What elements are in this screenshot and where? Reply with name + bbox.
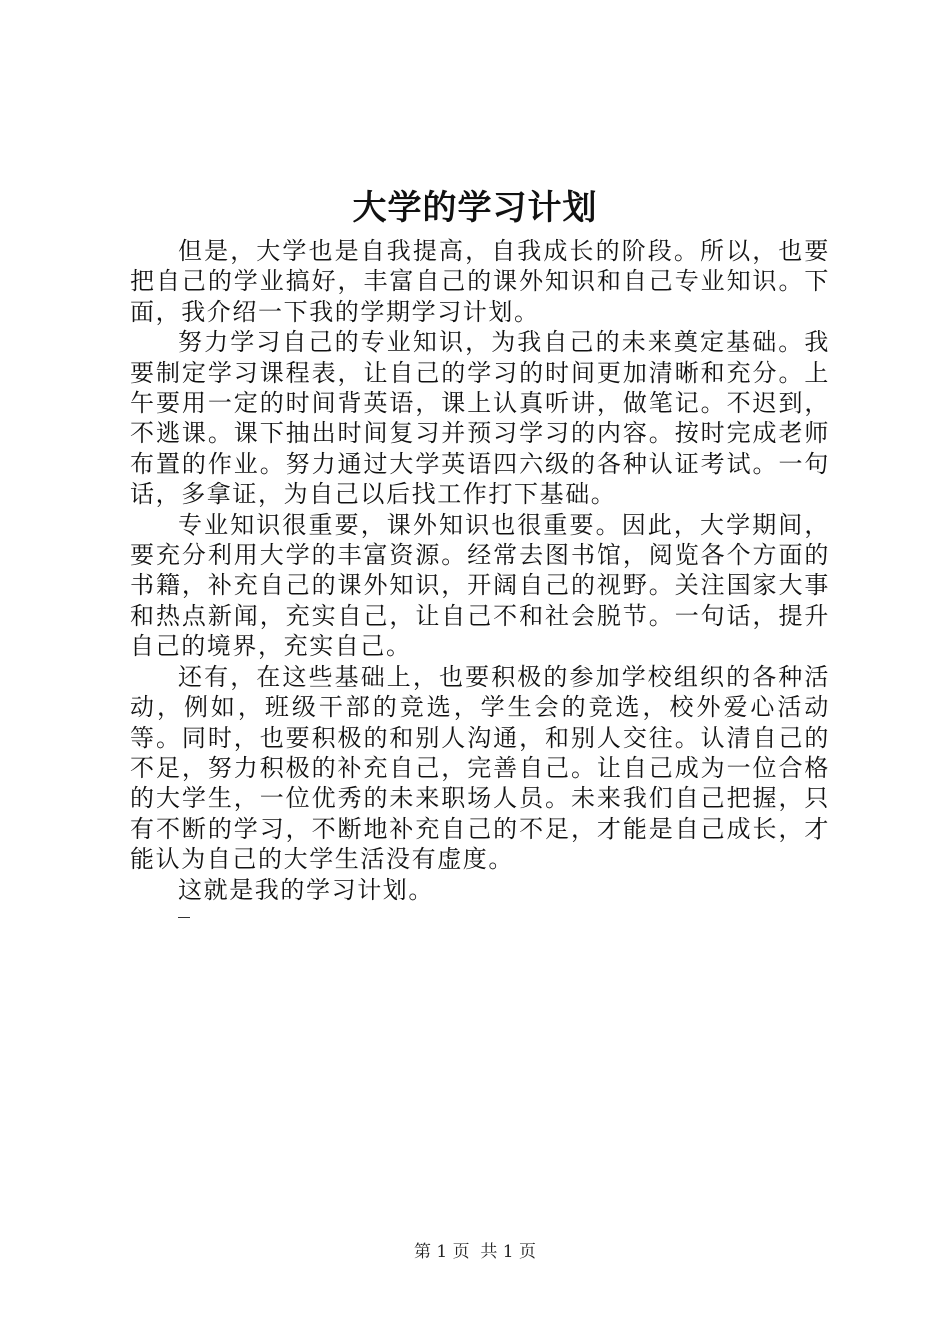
page-footer (0, 1240, 950, 1264)
document-body (130, 236, 830, 905)
paragraph-2: 努力学习自己的专业知识，为我自己的未来奠定基础。我要制定学习课程表，让自己的学习的时间更加清晰和充分。上午要用一定的时间背英语，课上认真听讲，做笔记。不迟到，不逃课。课下抽出时间复习并预习学习的内容。按时完成老师布置的作业。努力通过大学英语四六级的各种认证考试。一句话，多拿证，为自己以后找工作打下基础。 (130, 328, 830, 509)
text-cursor-mark (178, 917, 190, 918)
paragraph-5: 这就是我的学习计划。 (178, 875, 434, 904)
paragraph-3: 专业知识很重要，课外知识也很重要。因此，大学期间，要充分利用大学的丰富资源。经常去图书馆，阅览各个方面的书籍，补充自己的课外知识，开阔自己的视野。关注国家大事和热点新闻，充实自己，让自己不和社会脱节。一句话，提升自己的境界，充实自己。 (130, 510, 830, 661)
page-number-label: 第 1 页 共 1 页 (413, 1242, 537, 1262)
paragraph-1: 但是，大学也是自我提高，自我成长的阶段。所以，也要把自己的学业搞好，丰富自己的课外知识和自己专业知识。下面，我介绍一下我的学期学习计划。 (130, 237, 830, 326)
paragraph-4: 还有，在这些基础上，也要积极的参加学校组织的各种活动，例如，班级干部的竞选，学生会的竞选，校外爱心活动等。同时，也要积极的和别人沟通，和别人交往。认清自己的不足，努力积极的补充自己，完善自己。让自己成为一位合格的大学生，一位优秀的未来职场人员。未来我们自己把握，只有不断的学习，不断地补充自己的不足，才能是自己成长，才能认为自己的大学生活没有虚度。 (130, 662, 830, 874)
document-title: 大学的学习计划 (352, 188, 598, 228)
